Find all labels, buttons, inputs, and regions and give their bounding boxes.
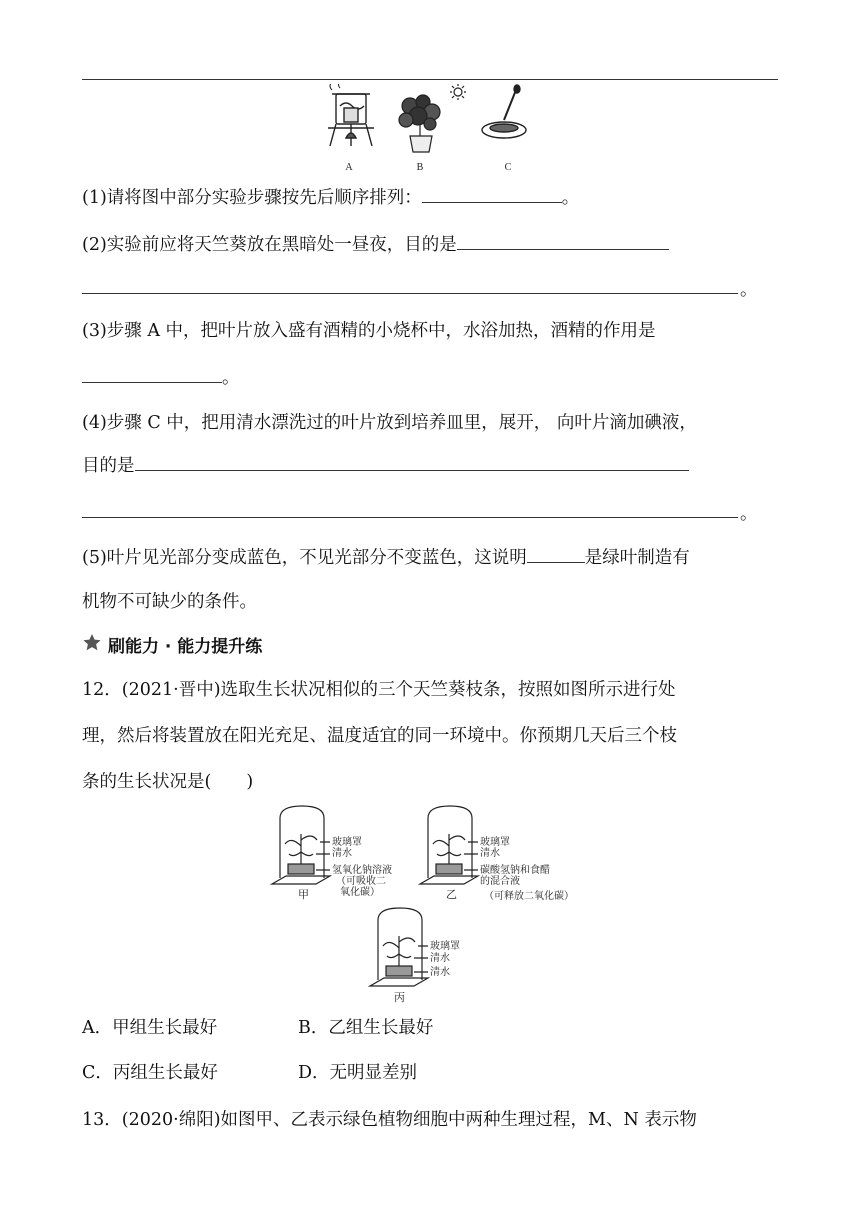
svg-text:清水: 清水: [430, 953, 450, 964]
option-a[interactable]: A．甲组生长最好: [82, 1018, 218, 1038]
q11-part3: [82, 319, 656, 343]
section-heading: [82, 630, 262, 658]
section-title: 刷能力 · 能力提升练: [108, 636, 263, 657]
option-c[interactable]: C．丙组生长最好: [82, 1063, 218, 1083]
jar-yi: [420, 806, 478, 884]
bell-jar-figure: [258, 800, 608, 1008]
option-b[interactable]: B．乙组生长最好: [298, 1018, 434, 1038]
step-a-apparatus: [328, 84, 374, 146]
answer-blank[interactable]: [422, 186, 562, 203]
label-bing: 丙: [394, 992, 405, 1004]
svg-text:清水: 清水: [480, 848, 500, 859]
svg-text:玻璃罩: 玻璃罩: [430, 941, 460, 952]
option-d[interactable]: D．无明显差别: [298, 1063, 418, 1083]
q11-part1-text: (1)请将图中部分实验步骤按先后顺序排列：: [82, 188, 422, 208]
svg-text:清水: 清水: [332, 848, 352, 859]
q11-part4-text: (4)步骤 C 中，把用清水漂洗过的叶片放到培养皿里，展开， 向叶片滴加碘液，: [82, 413, 697, 433]
svg-text:玻璃罩: 玻璃罩: [332, 837, 362, 848]
answer-blank[interactable]: [135, 454, 689, 471]
answer-blank[interactable]: [527, 546, 585, 563]
jar-jia: [272, 806, 330, 884]
q11-part2: [82, 233, 669, 257]
label-b: B: [416, 162, 424, 173]
svg-text:（可吸收二: （可吸收二: [336, 876, 386, 887]
q12-text-line3: 条的生长状况是( ): [82, 772, 254, 792]
answer-blank[interactable]: [82, 366, 222, 383]
answer-blank-line[interactable]: [82, 517, 738, 518]
q11-part1: (1)请将图中部分实验步骤按先后顺序排列： 。: [82, 188, 580, 208]
svg-text:碳酸氢钠和食醋: 碳酸氢钠和食醋: [480, 865, 550, 876]
q12-text-line2: 理，然后将装置放在阳光充足、温度适宜的同一环境中。你预期几天后三个枝: [82, 726, 677, 746]
q11-part3-text: (3)步骤 A 中，把叶片放入盛有酒精的小烧杯中，水浴加热，酒精的作用是: [82, 321, 656, 341]
svg-text:玻璃罩: 玻璃罩: [480, 837, 510, 848]
svg-text:（可释放二氧化碳）: （可释放二氧化碳）: [484, 891, 574, 902]
answer-blank[interactable]: [457, 233, 669, 250]
q12-text-line1: 12．(2021·晋中)选取生长状况相似的三个天竺葵枝条，按照如图所示进行处: [82, 680, 676, 700]
label-a: A: [345, 162, 353, 173]
svg-text:清水: 清水: [430, 967, 450, 978]
label-yi: 乙: [446, 889, 457, 901]
star-icon: [82, 633, 102, 655]
step-c-dish: [482, 85, 526, 138]
header-rule: [82, 79, 778, 80]
q11-part5: (5)叶片见光部分变成蓝色，不见光部分不变蓝色，这说明 是绿叶制造有: [82, 548, 690, 568]
q13-text-line1: 13．(2020·绵阳)如图甲、乙表示绿色植物细胞中两种生理过程，M、N 表示物: [82, 1110, 697, 1130]
q11-part2-text: (2)实验前应将天竺葵放在黑暗处一昼夜，目的是: [82, 235, 457, 255]
experiment-steps-figure: [320, 84, 540, 176]
svg-text:的混合液: 的混合液: [480, 876, 520, 887]
jar-bing: [370, 908, 428, 986]
answer-blank-line[interactable]: [82, 293, 738, 294]
label-jia: 甲: [298, 889, 309, 901]
step-b-plant: [399, 84, 466, 152]
svg-text:氢氧化钠溶液: 氢氧化钠溶液: [332, 865, 392, 876]
svg-text:氧化碳）: 氧化碳）: [340, 887, 380, 898]
q11-part4: [82, 411, 697, 435]
label-c: C: [504, 162, 512, 173]
